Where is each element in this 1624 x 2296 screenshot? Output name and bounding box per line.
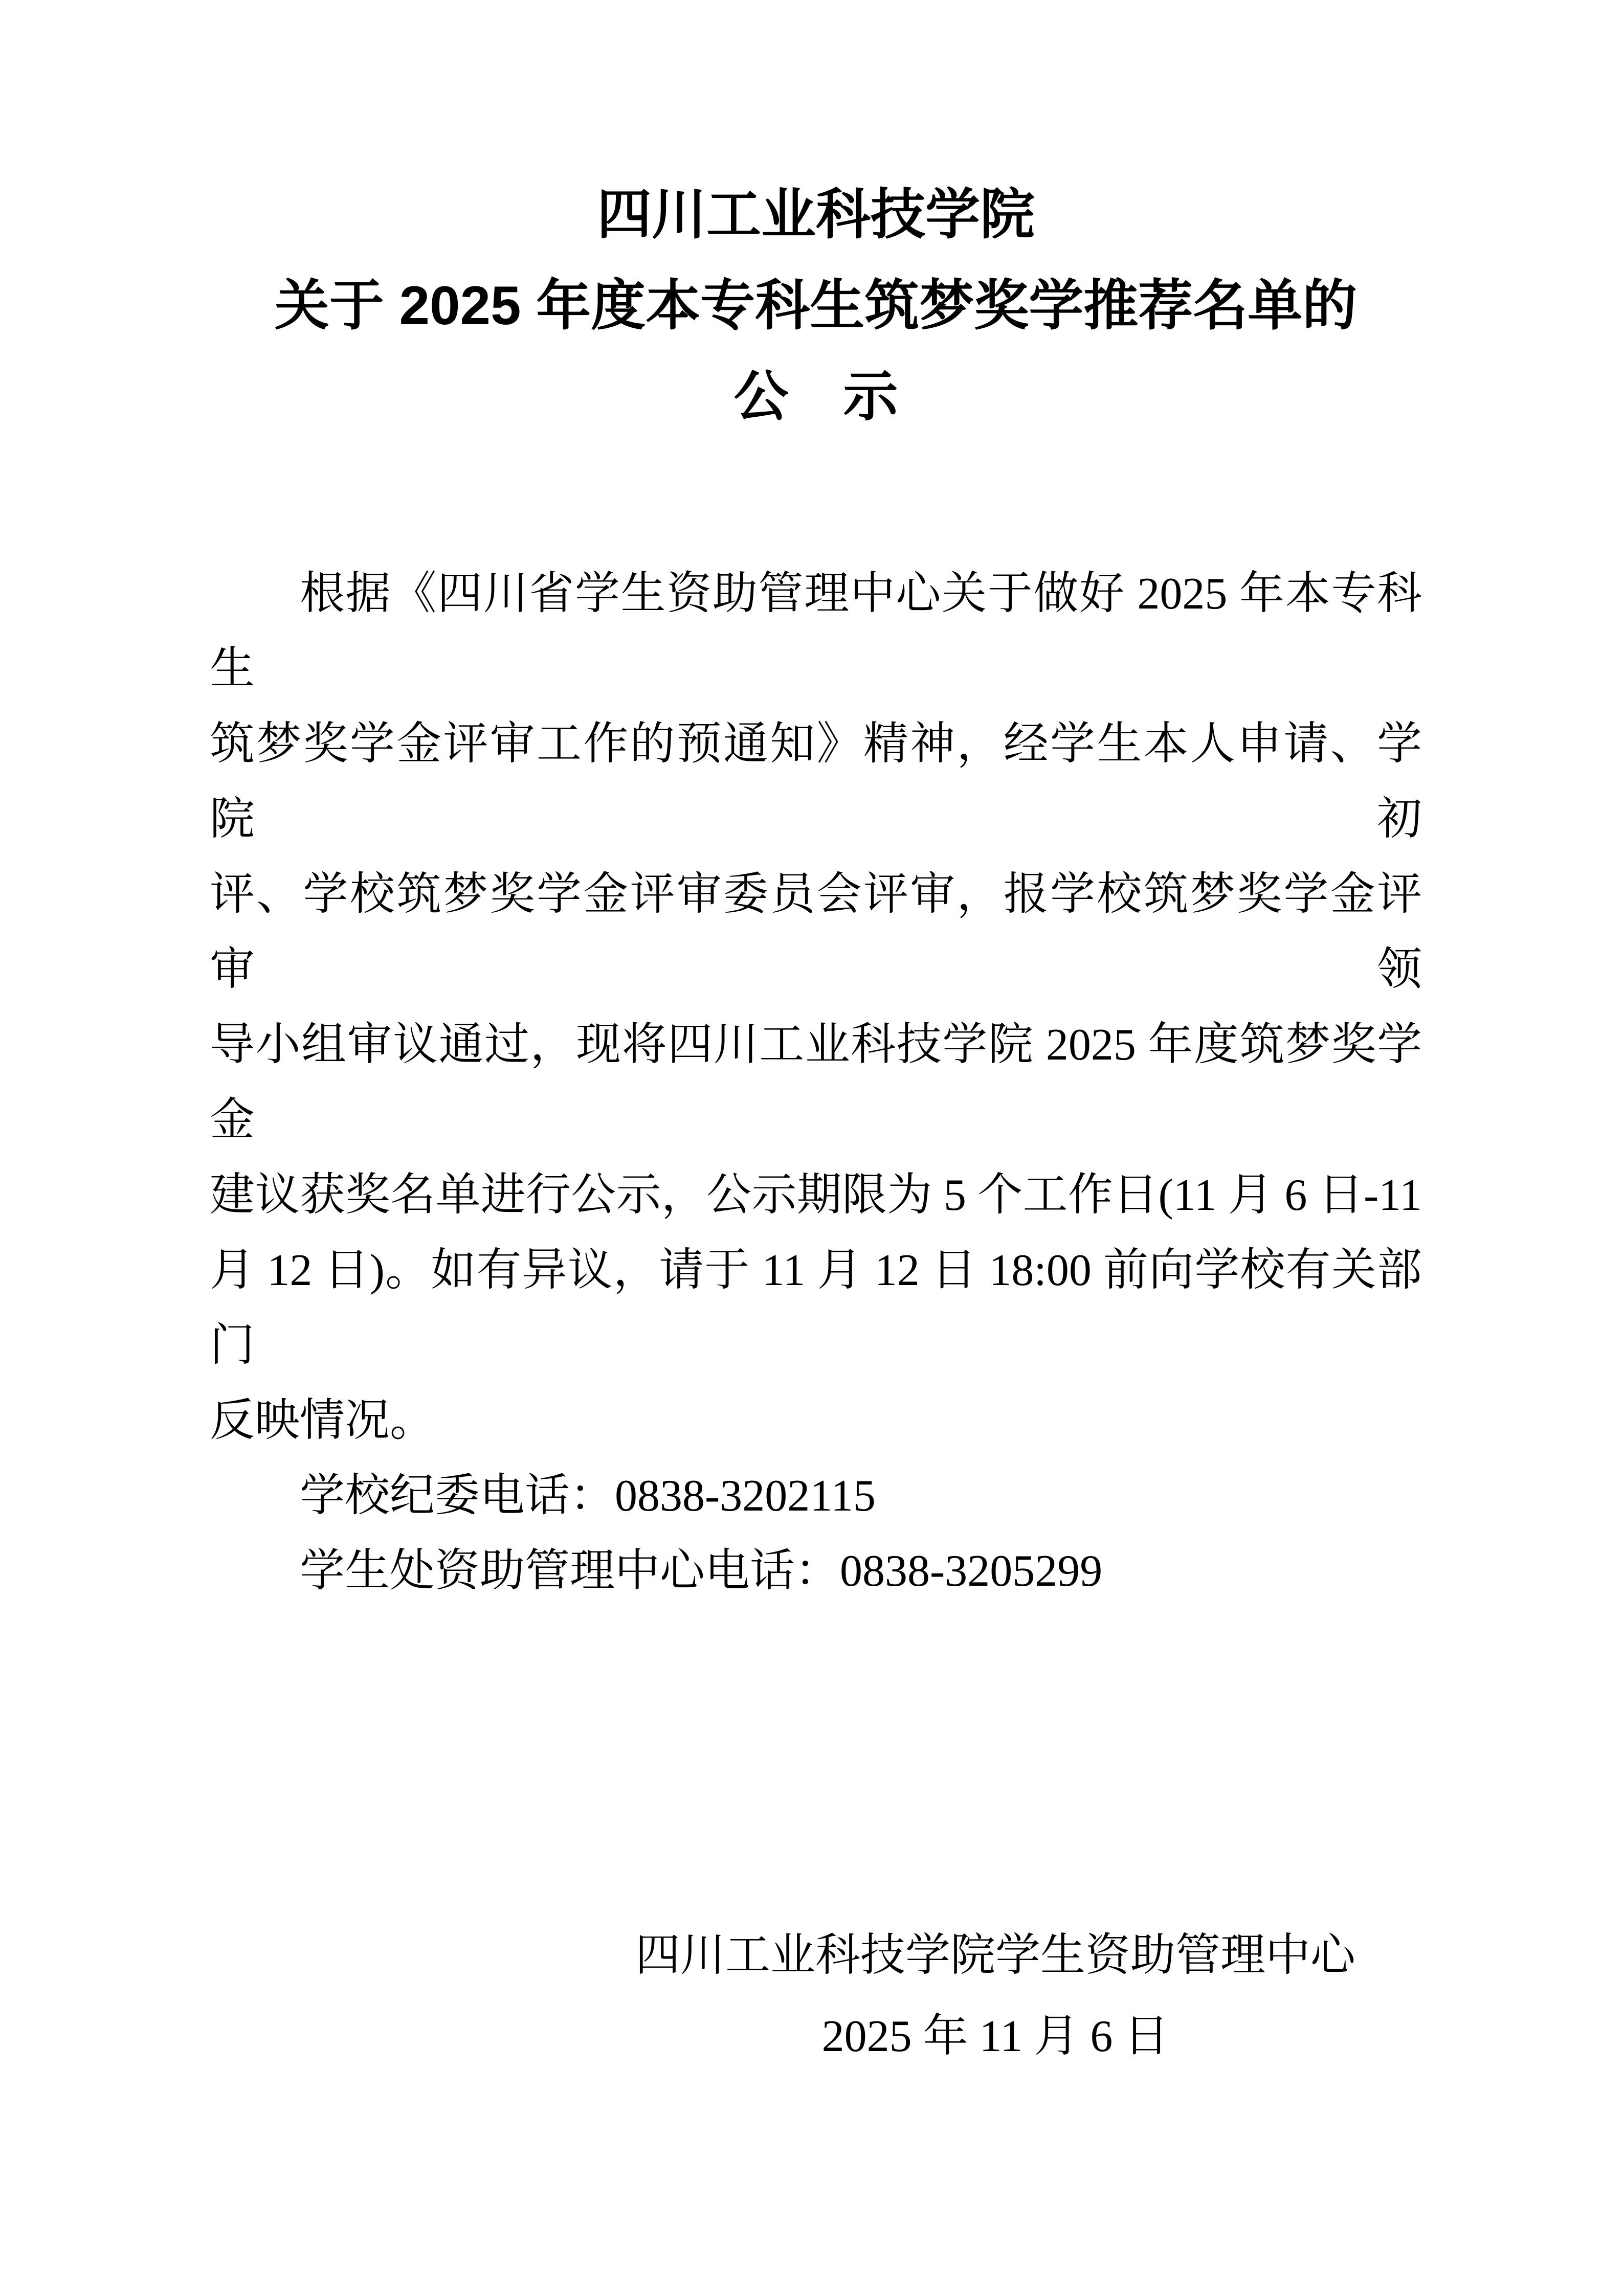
discipline-phone-line: 学校纪委电话：0838-3202115 xyxy=(300,1471,876,1521)
title-line-school: 四川工业科技学院 xyxy=(596,184,1035,245)
title-line-subject: 关于 2025 年度本专科生筑梦奖学推荐名单的 xyxy=(274,275,1358,336)
body-line: 导小组审议通过，现将四川工业科技学院 2025 年度筑梦奖学金 xyxy=(210,1020,1422,1145)
notice-title xyxy=(210,169,1422,442)
body-line: 反映情况。 xyxy=(210,1396,435,1446)
signature-block xyxy=(635,1916,1355,2077)
body-line: 建议获奖名单进行公示，公示期限为 5 个工作日(11 月 6 日-11 xyxy=(210,1170,1422,1220)
body-line: 月 12 日)。如有异议，请于 11 月 12 日 18:00 前向学校有关部门 xyxy=(210,1246,1422,1370)
date-line: 2025 年 11 月 6 日 xyxy=(821,2012,1169,2061)
body-line: 评、学校筑梦奖学金评审委员会评审，报学校筑梦奖学金评审领 xyxy=(210,870,1422,995)
body-line: 筑梦奖学金评审工作的预通知》精神，经学生本人申请、学院初 xyxy=(210,719,1422,844)
signature-line: 四川工业科技学院学生资助管理中心 xyxy=(635,1931,1355,1980)
aid-center-phone-line: 学生处资助管理中心电话：0838-3205299 xyxy=(300,1546,1103,1596)
title-line-gongshi: 公 示 xyxy=(733,366,898,427)
body-line: 根据《四川省学生资助管理中心关于做好 2025 年本专科生 xyxy=(210,569,1422,694)
notice-body xyxy=(210,556,1422,1609)
